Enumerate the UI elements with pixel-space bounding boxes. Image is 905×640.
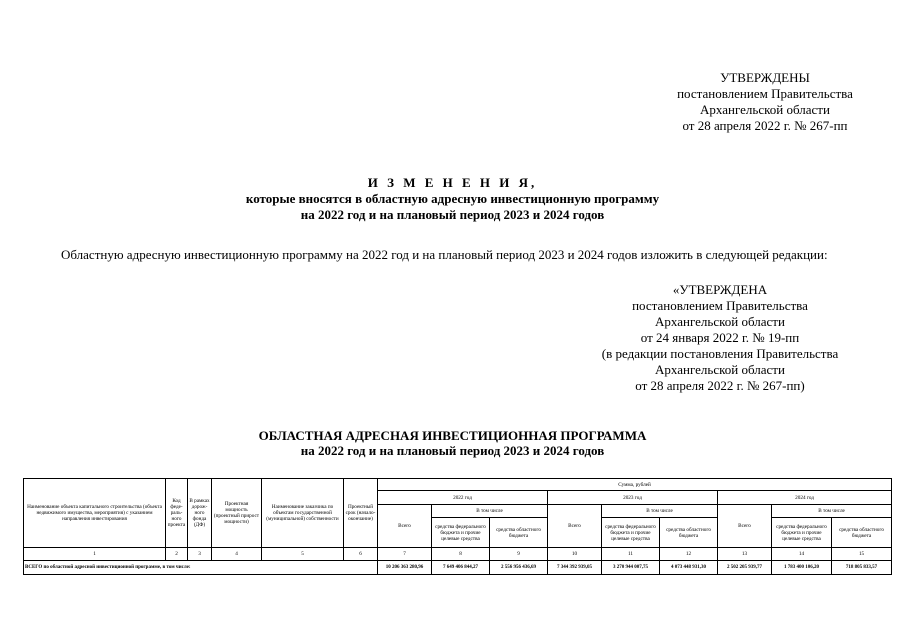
header-reg-2023: средства областного бюджета (660, 518, 718, 548)
header-name: Наименование объекта капитального строительства (объекта недвижимого имущества, мероприятия) с указанием направления инвестирования (24, 479, 166, 548)
approval2-line-1: «УТВЕРЖДЕНА (672, 282, 768, 297)
program-title: ОБЛАСТНАЯ АДРЕСНАЯ ИНВЕСТИЦИОННАЯ ПРОГРАММА (258, 428, 647, 443)
col-num: 6 (344, 548, 378, 561)
header-reg-2024: средства областного бюджета (832, 518, 892, 548)
intro-paragraph: Областную адресную инвестиционную программу на 2022 год и на плановый период 2023 и 2024 годов изложить в следующей редакции: (61, 247, 828, 262)
approval-stamp (650, 70, 880, 134)
reg-2022: 2 556 956 436,69 (490, 561, 548, 575)
col-num: 8 (432, 548, 490, 561)
col-num: 3 (188, 548, 212, 561)
approval2-line-4: от 24 января 2022 г. № 19-пп (640, 330, 800, 345)
reg-2024: 718 805 833,57 (832, 561, 892, 575)
column-numbers-row (24, 548, 892, 561)
approval2-line-2: постановлением Правительства (632, 298, 808, 313)
header-incl-2023: В том числе (602, 505, 718, 518)
header-total-2024: Всего (718, 505, 772, 548)
col-num: 15 (832, 548, 892, 561)
header-fed-2024: средства федерального бюджета и прочие целевые средства (772, 518, 832, 548)
approval-stamp-2 (560, 282, 880, 394)
col-num: 9 (490, 548, 548, 561)
approval2-line-7: от 28 апреля 2022 г. № 267-пп) (635, 378, 805, 393)
approval2-line-5: (в редакции постановления Правительства (601, 346, 839, 361)
fed-2022: 7 649 406 844,27 (432, 561, 490, 575)
program-heading (150, 428, 755, 458)
approval-line-4: от 28 апреля 2022 г. № 267-пп (682, 118, 848, 133)
header-capacity: Проектная мощность (проектный прирост мощности) (212, 479, 262, 548)
approval2-line-3: Архангельской области (655, 314, 785, 329)
approval2-line-6: Архангельской области (655, 362, 785, 377)
header-year-2024: 2024 год (718, 491, 892, 505)
header-incl-2024: В том числе (772, 505, 892, 518)
fed-2024: 1 783 400 106,20 (772, 561, 832, 575)
col-num: 13 (718, 548, 772, 561)
table-row (24, 561, 892, 575)
col-num: 4 (212, 548, 262, 561)
program-subtitle: на 2022 год и на плановый период 2023 и 2024 годов (300, 443, 605, 458)
header-reg-2022: средства областного бюджета (490, 518, 548, 548)
col-num: 11 (602, 548, 660, 561)
changes-line-1: которые вносятся в областную адресную инвестиционную программу (245, 191, 660, 206)
header-sum: Сумма, рублей (378, 479, 892, 491)
approval-line-3: Архангельской области (700, 102, 830, 117)
col-num: 10 (548, 548, 602, 561)
program-table (23, 478, 892, 575)
header-total-2023: Всего (548, 505, 602, 548)
col-num: 7 (378, 548, 432, 561)
header-incl-2022: В том числе (432, 505, 548, 518)
changes-heading (120, 175, 785, 223)
total-2022: 10 206 363 280,96 (378, 561, 432, 575)
total-2023: 7 344 392 939,05 (548, 561, 602, 575)
header-road-fund: В рамках дорож-ного фонда (ДФ) (188, 479, 212, 548)
fed-2023: 3 270 944 007,75 (602, 561, 660, 575)
header-term: Проектный срок (начало-окончание) (344, 479, 378, 548)
header-total-2022: Всего (378, 505, 432, 548)
total-row-label: ВСЕГО по областной адресной инвестиционной программе, в том числе: (24, 561, 378, 575)
header-code: Код феде-раль-ного проекта (166, 479, 188, 548)
approval-line-2: постановлением Правительства (677, 86, 853, 101)
col-num: 14 (772, 548, 832, 561)
header-fed-2022: средства федерального бюджета и прочие целевые средства (432, 518, 490, 548)
header-year-2022: 2022 год (378, 491, 548, 505)
header-year-2023: 2023 год (548, 491, 718, 505)
header-fed-2023: средства федерального бюджета и прочие целевые средства (602, 518, 660, 548)
col-num: 2 (166, 548, 188, 561)
changes-title: И З М Е Н Е Н И Я, (367, 175, 538, 190)
col-num: 5 (262, 548, 344, 561)
col-num: 1 (24, 548, 166, 561)
header-customer: Наименование заказчика по объектам государственной (муниципальной) собственности (262, 479, 344, 548)
changes-line-2: на 2022 год и на плановый период 2023 и 2024 годов (300, 207, 605, 222)
total-2024: 2 502 205 939,77 (718, 561, 772, 575)
program-table-wrap (23, 478, 891, 575)
approval-line-1: УТВЕРЖДЕНЫ (720, 70, 810, 85)
reg-2023: 4 073 448 931,30 (660, 561, 718, 575)
col-num: 12 (660, 548, 718, 561)
